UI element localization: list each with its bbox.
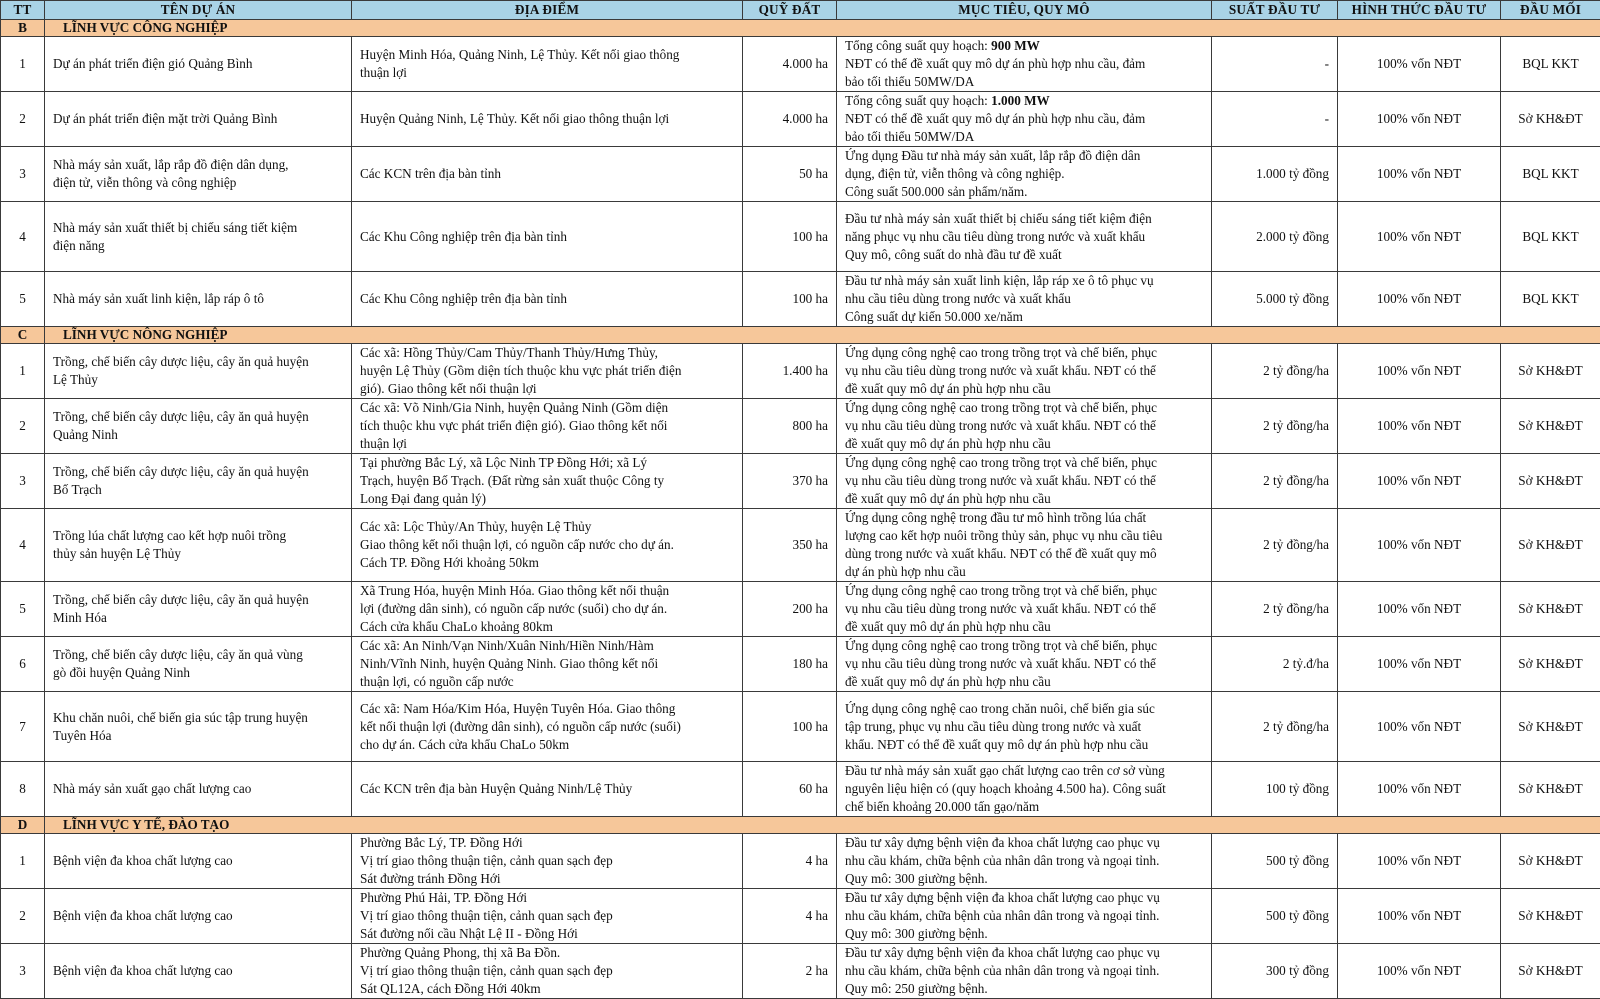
investment-rate: 2 tỷ đồng/ha [1212, 509, 1338, 582]
goal-scale [837, 582, 1212, 637]
investment-rate: - [1212, 37, 1338, 92]
investment-form: 100% vốn NĐT [1338, 692, 1501, 762]
goal-text-rest: NĐT có thể đề xuất quy mô dự án phù hợp nhu cầu, đảm bảo tối thiểu 50MW/DA [845, 111, 1145, 144]
goal-scale [837, 692, 1212, 762]
investment-rate: 2 tỷ đồng/ha [1212, 454, 1338, 509]
focal-point: Sở KH&ĐT [1501, 509, 1600, 582]
focal-point: Sở KH&ĐT [1501, 944, 1600, 999]
goal-text: Đầu tư nhà máy sản xuất gạo chất lượng cao trên cơ sở vùng nguyên liệu hiện có (quy hoạch khoảng 4.500 ha). Công suất chế biến khoảng 20.000 tấn gạo/năm [845, 763, 1166, 814]
project-location: Các Khu Công nghiệp trên địa bàn tỉnh [352, 202, 743, 272]
project-location: Các xã: Nam Hóa/Kim Hóa, Huyện Tuyên Hóa. Giao thông kết nối thuận lợi (đường dân sinh), có nguồn cấp nước (suối) cho dự án. Cách cửa khẩu ChaLo 50km [352, 692, 743, 762]
land-area: 2 ha [743, 944, 837, 999]
investment-form: 100% vốn NĐT [1338, 834, 1501, 889]
row-number: 3 [1, 944, 45, 999]
table-row [1, 889, 1600, 944]
project-name: Trồng lúa chất lượng cao kết hợp nuôi trồng thủy sản huyện Lệ Thủy [45, 509, 352, 582]
goal-scale [837, 762, 1212, 817]
land-area: 100 ha [743, 202, 837, 272]
header-location: ĐỊA ĐIỂM [352, 1, 743, 20]
investment-rate: 5.000 tỷ đồng [1212, 272, 1338, 327]
goal-text: Ứng dụng công nghệ cao trong trồng trọt và chế biến, phục vụ nhu cầu tiêu dùng trong nước và xuất khẩu. NĐT có thể đề xuất quy mô dự án phù hợp nhu cầu [845, 638, 1157, 689]
focal-point: BQL KKT [1501, 37, 1600, 92]
row-number: 2 [1, 399, 45, 454]
land-area: 4 ha [743, 889, 837, 944]
goal-capacity: 900 MW [991, 38, 1040, 53]
project-location: Phường Bắc Lý, TP. Đồng Hới Vị trí giao thông thuận tiện, cảnh quan sạch đẹp Sát đường tránh Đồng Hới [352, 834, 743, 889]
row-number: 1 [1, 37, 45, 92]
land-area: 350 ha [743, 509, 837, 582]
table-row [1, 272, 1600, 327]
header-land: QUỸ ĐẤT [743, 1, 837, 20]
project-location: Các xã: Hồng Thủy/Cam Thủy/Thanh Thủy/Hưng Thủy, huyện Lệ Thủy (Gồm diện tích thuộc khu vực phát triển điện gió). Giao thông kết nối thuận lợi [352, 344, 743, 399]
project-location: Các Khu Công nghiệp trên địa bàn tỉnh [352, 272, 743, 327]
goal-text: Đầu tư nhà máy sản xuất linh kiện, lắp ráp xe ô tô phục vụ nhu cầu tiêu dùng trong nước và xuất khẩu Công suất dự kiến 50.000 xe/năm [845, 273, 1154, 324]
project-name: Dự án phát triển điện gió Quảng Bình [45, 37, 352, 92]
row-number: 4 [1, 509, 45, 582]
land-area: 4 ha [743, 834, 837, 889]
investment-rate: 500 tỷ đồng [1212, 834, 1338, 889]
investment-form: 100% vốn NĐT [1338, 637, 1501, 692]
project-name: Nhà máy sản xuất linh kiện, lắp ráp ô tô [45, 272, 352, 327]
investment-form: 100% vốn NĐT [1338, 454, 1501, 509]
focal-point: BQL KKT [1501, 202, 1600, 272]
section-title: LĨNH VỰC CÔNG NGHIỆP [45, 20, 1600, 37]
investment-form: 100% vốn NĐT [1338, 582, 1501, 637]
goal-text: Ứng dụng công nghệ cao trong trồng trọt và chế biến, phục vụ nhu cầu tiêu dùng trong nước và xuất khẩu. NĐT có thể đề xuất quy mô dự án phù hợp nhu cầu [845, 583, 1157, 634]
table-row [1, 202, 1600, 272]
goal-text: Ứng dụng Đầu tư nhà máy sản xuất, lắp rắp đồ điện dân dụng, điện tử, viễn thông và công nghiệp. Công suất 500.000 sản phẩm/năm. [845, 148, 1140, 199]
land-area: 60 ha [743, 762, 837, 817]
investment-rate: 2.000 tỷ đồng [1212, 202, 1338, 272]
goal-text: Tổng công suất quy hoạch: [845, 38, 991, 53]
focal-point: Sở KH&ĐT [1501, 692, 1600, 762]
row-number: 2 [1, 92, 45, 147]
investment-form: 100% vốn NĐT [1338, 344, 1501, 399]
project-name: Trồng, chế biến cây dược liệu, cây ăn quả vùng gò đồi huyện Quảng Ninh [45, 637, 352, 692]
header-row [1, 1, 1600, 20]
section-letter: C [1, 327, 45, 344]
project-name: Bệnh viện đa khoa chất lượng cao [45, 944, 352, 999]
goal-scale [837, 202, 1212, 272]
row-number: 2 [1, 889, 45, 944]
header-investment: SUẤT ĐẦU TƯ [1212, 1, 1338, 20]
row-number: 8 [1, 762, 45, 817]
land-area: 1.400 ha [743, 344, 837, 399]
goal-text: Đầu tư xây dựng bệnh viện đa khoa chất lượng cao phục vụ nhu cầu khám, chữa bệnh của nhân dân trong và ngoại tỉnh. Quy mô: 300 giường bệnh. [845, 835, 1160, 886]
land-area: 800 ha [743, 399, 837, 454]
focal-point: Sở KH&ĐT [1501, 834, 1600, 889]
project-location: Phường Quảng Phong, thị xã Ba Đồn. Vị trí giao thông thuận tiện, cảnh quan sạch đẹp Sát QL12A, cách Đồng Hới 40km [352, 944, 743, 999]
investment-form: 100% vốn NĐT [1338, 762, 1501, 817]
goal-scale [837, 889, 1212, 944]
table-row [1, 37, 1600, 92]
section-title: LĨNH VỰC NÔNG NGHIỆP [45, 327, 1600, 344]
investment-form: 100% vốn NĐT [1338, 37, 1501, 92]
investment-rate: 2 tỷ.đ/ha [1212, 637, 1338, 692]
focal-point: Sở KH&ĐT [1501, 762, 1600, 817]
project-location: Các xã: Lộc Thủy/An Thủy, huyện Lệ Thủy Giao thông kết nối thuận lợi, có nguồn cấp nước cho dự án. Cách TP. Đồng Hới khoảng 50km [352, 509, 743, 582]
investment-rate: 2 tỷ đồng/ha [1212, 692, 1338, 762]
section-row [1, 817, 1600, 834]
goal-text: Đầu tư xây dựng bệnh viện đa khoa chất lượng cao phục vụ nhu cầu khám, chữa bệnh của nhân dân trong và ngoại tỉnh. Quy mô: 250 giường bệnh. [845, 945, 1160, 996]
focal-point: Sở KH&ĐT [1501, 399, 1600, 454]
project-location: Huyện Minh Hóa, Quảng Ninh, Lệ Thủy. Kết nối giao thông thuận lợi [352, 37, 743, 92]
table-row [1, 944, 1600, 999]
section-title: LĨNH VỰC Y TẾ, ĐÀO TẠO [45, 817, 1600, 834]
investment-form: 100% vốn NĐT [1338, 944, 1501, 999]
goal-text-rest: NĐT có thể đề xuất quy mô dự án phù hợp nhu cầu, đảm bảo tối thiểu 50MW/DA [845, 56, 1145, 89]
project-location: Các KCN trên địa bàn tỉnh [352, 147, 743, 202]
land-area: 50 ha [743, 147, 837, 202]
land-area: 4.000 ha [743, 37, 837, 92]
row-number: 3 [1, 454, 45, 509]
header-name: TÊN DỰ ÁN [45, 1, 352, 20]
investment-form: 100% vốn NĐT [1338, 202, 1501, 272]
project-name: Trồng, chế biến cây dược liệu, cây ăn quả huyện Minh Hóa [45, 582, 352, 637]
land-area: 100 ha [743, 692, 837, 762]
land-area: 180 ha [743, 637, 837, 692]
goal-scale [837, 454, 1212, 509]
focal-point: Sở KH&ĐT [1501, 92, 1600, 147]
section-letter: D [1, 817, 45, 834]
focal-point: Sở KH&ĐT [1501, 582, 1600, 637]
project-name: Bệnh viện đa khoa chất lượng cao [45, 834, 352, 889]
focal-point: Sở KH&ĐT [1501, 344, 1600, 399]
goal-text: Ứng dụng công nghệ cao trong trồng trọt và chế biến, phục vụ nhu cầu tiêu dùng trong nước và xuất khẩu. NĐT có thể đề xuất quy mô dự án phù hợp nhu cầu [845, 455, 1157, 506]
table-row [1, 692, 1600, 762]
row-number: 1 [1, 344, 45, 399]
table-row [1, 147, 1600, 202]
project-location: Tại phường Bắc Lý, xã Lộc Ninh TP Đồng Hới; xã Lý Trạch, huyện Bố Trạch. (Đất rừng sản xuất thuộc Công ty Long Đại đang quản lý) [352, 454, 743, 509]
investment-form: 100% vốn NĐT [1338, 147, 1501, 202]
row-number: 1 [1, 834, 45, 889]
project-name: Dự án phát triển điện mặt trời Quảng Bình [45, 92, 352, 147]
section-row [1, 20, 1600, 37]
focal-point: Sở KH&ĐT [1501, 454, 1600, 509]
goal-scale [837, 637, 1212, 692]
investment-form: 100% vốn NĐT [1338, 509, 1501, 582]
land-area: 4.000 ha [743, 92, 837, 147]
goal-scale [837, 147, 1212, 202]
investment-rate: 2 tỷ đồng/ha [1212, 582, 1338, 637]
land-area: 100 ha [743, 272, 837, 327]
project-name: Trồng, chế biến cây dược liệu, cây ăn quả huyện Bố Trạch [45, 454, 352, 509]
row-number: 4 [1, 202, 45, 272]
investment-rate: 2 tỷ đồng/ha [1212, 399, 1338, 454]
table-row [1, 454, 1600, 509]
header-tt: TT [1, 1, 45, 20]
project-location: Phường Phú Hải, TP. Đồng Hới Vị trí giao thông thuận tiện, cảnh quan sạch đẹp Sát đường nối cầu Nhật Lệ II - Đồng Hới [352, 889, 743, 944]
project-name: Trồng, chế biến cây dược liệu, cây ăn quả huyện Quảng Ninh [45, 399, 352, 454]
project-name: Nhà máy sản xuất gạo chất lượng cao [45, 762, 352, 817]
focal-point: Sở KH&ĐT [1501, 889, 1600, 944]
goal-scale [837, 272, 1212, 327]
section-letter: B [1, 20, 45, 37]
goal-capacity: 1.000 MW [991, 93, 1050, 108]
project-location: Huyện Quảng Ninh, Lệ Thủy. Kết nối giao thông thuận lợi [352, 92, 743, 147]
header-goal: MỤC TIÊU, QUY MÔ [837, 1, 1212, 20]
goal-text: Tổng công suất quy hoạch: [845, 93, 991, 108]
goal-scale [837, 37, 1212, 92]
project-location: Các KCN trên địa bàn Huyện Quảng Ninh/Lệ Thủy [352, 762, 743, 817]
focal-point: Sở KH&ĐT [1501, 637, 1600, 692]
investment-rate: 500 tỷ đồng [1212, 889, 1338, 944]
project-name: Nhà máy sản xuất thiết bị chiếu sáng tiết kiệm điện năng [45, 202, 352, 272]
investment-form: 100% vốn NĐT [1338, 272, 1501, 327]
investment-form: 100% vốn NĐT [1338, 92, 1501, 147]
table-row [1, 637, 1600, 692]
focal-point: BQL KKT [1501, 272, 1600, 327]
project-name: Nhà máy sản xuất, lắp rắp đồ điện dân dụng, điện tử, viễn thông và công nghiệp [45, 147, 352, 202]
goal-text: Đầu tư nhà máy sản xuất thiết bị chiếu sáng tiết kiệm điện năng phục vụ nhu cầu tiêu dùng trong nước và xuất khẩu Quy mô, công suất do nhà đầu tư đề xuất [845, 211, 1152, 262]
row-number: 7 [1, 692, 45, 762]
goal-scale [837, 92, 1212, 147]
investment-form: 100% vốn NĐT [1338, 399, 1501, 454]
investment-rate: 2 tỷ đồng/ha [1212, 344, 1338, 399]
row-number: 3 [1, 147, 45, 202]
row-number: 5 [1, 272, 45, 327]
project-location: Các xã: An Ninh/Vạn Ninh/Xuân Ninh/Hiền Ninh/Hàm Ninh/Vĩnh Ninh, huyện Quảng Ninh. Giao thông kết nối thuận lợi, có nguồn cấp nước [352, 637, 743, 692]
project-name: Khu chăn nuôi, chế biến gia súc tập trung huyện Tuyên Hóa [45, 692, 352, 762]
goal-text: Ứng dụng công nghệ cao trong trồng trọt và chế biến, phục vụ nhu cầu tiêu dùng trong nước và xuất khẩu. NĐT có thể đề xuất quy mô dự án phù hợp nhu cầu [845, 345, 1157, 396]
goal-scale [837, 944, 1212, 999]
table-row [1, 509, 1600, 582]
header-focal: ĐẦU MỐI [1501, 1, 1600, 20]
table-row [1, 582, 1600, 637]
project-location: Xã Trung Hóa, huyện Minh Hóa. Giao thông kết nối thuận lợi (đường dân sinh), có nguồn cấp nước (suối) cho dự án. Cách cửa khẩu ChaLo khoảng 80km [352, 582, 743, 637]
project-location: Các xã: Võ Ninh/Gia Ninh, huyện Quảng Ninh (Gồm diện tích thuộc khu vực phát triển điện gió). Giao thông kết nối thuận lợi [352, 399, 743, 454]
project-name: Trồng, chế biến cây dược liệu, cây ăn quả huyện Lệ Thủy [45, 344, 352, 399]
goal-scale [837, 344, 1212, 399]
table-row [1, 834, 1600, 889]
goal-text: Ứng dụng công nghệ cao trong trồng trọt và chế biến, phục vụ nhu cầu tiêu dùng trong nước và xuất khẩu. NĐT có thể đề xuất quy mô dự án phù hợp nhu cầu [845, 400, 1157, 451]
table-row [1, 399, 1600, 454]
investment-form: 100% vốn NĐT [1338, 889, 1501, 944]
goal-text: Ứng dụng công nghệ trong đầu tư mô hình trồng lúa chất lượng cao kết hợp nuôi trồng thủy sản, phục vụ nhu cầu tiêu dùng trong nước và xuất khẩu. NĐT có thể đề xuất quy mô dự án phù hợp nhu cầu [845, 510, 1162, 579]
table-row [1, 762, 1600, 817]
row-number: 6 [1, 637, 45, 692]
row-number: 5 [1, 582, 45, 637]
table-row [1, 344, 1600, 399]
project-name: Bệnh viện đa khoa chất lượng cao [45, 889, 352, 944]
investment-rate: 1.000 tỷ đồng [1212, 147, 1338, 202]
section-row [1, 327, 1600, 344]
goal-scale [837, 834, 1212, 889]
goal-text: Đầu tư xây dựng bệnh viện đa khoa chất lượng cao phục vụ nhu cầu khám, chữa bệnh của nhân dân trong và ngoại tỉnh. Quy mô: 300 giường bệnh. [845, 890, 1160, 941]
investment-rate: 300 tỷ đồng [1212, 944, 1338, 999]
goal-text: Ứng dụng công nghệ cao trong chăn nuôi, chế biến gia súc tập trung, phục vụ nhu cầu tiêu dùng trong nước và xuất khẩu. NĐT có thể đề xuất quy mô dự án phù hợp nhu cầu [845, 701, 1155, 752]
goal-scale [837, 399, 1212, 454]
land-area: 200 ha [743, 582, 837, 637]
goal-scale [837, 509, 1212, 582]
focal-point: BQL KKT [1501, 147, 1600, 202]
investment-rate: - [1212, 92, 1338, 147]
investment-rate: 100 tỷ đồng [1212, 762, 1338, 817]
table-row [1, 92, 1600, 147]
land-area: 370 ha [743, 454, 837, 509]
header-form: HÌNH THỨC ĐẦU TƯ [1338, 1, 1501, 20]
